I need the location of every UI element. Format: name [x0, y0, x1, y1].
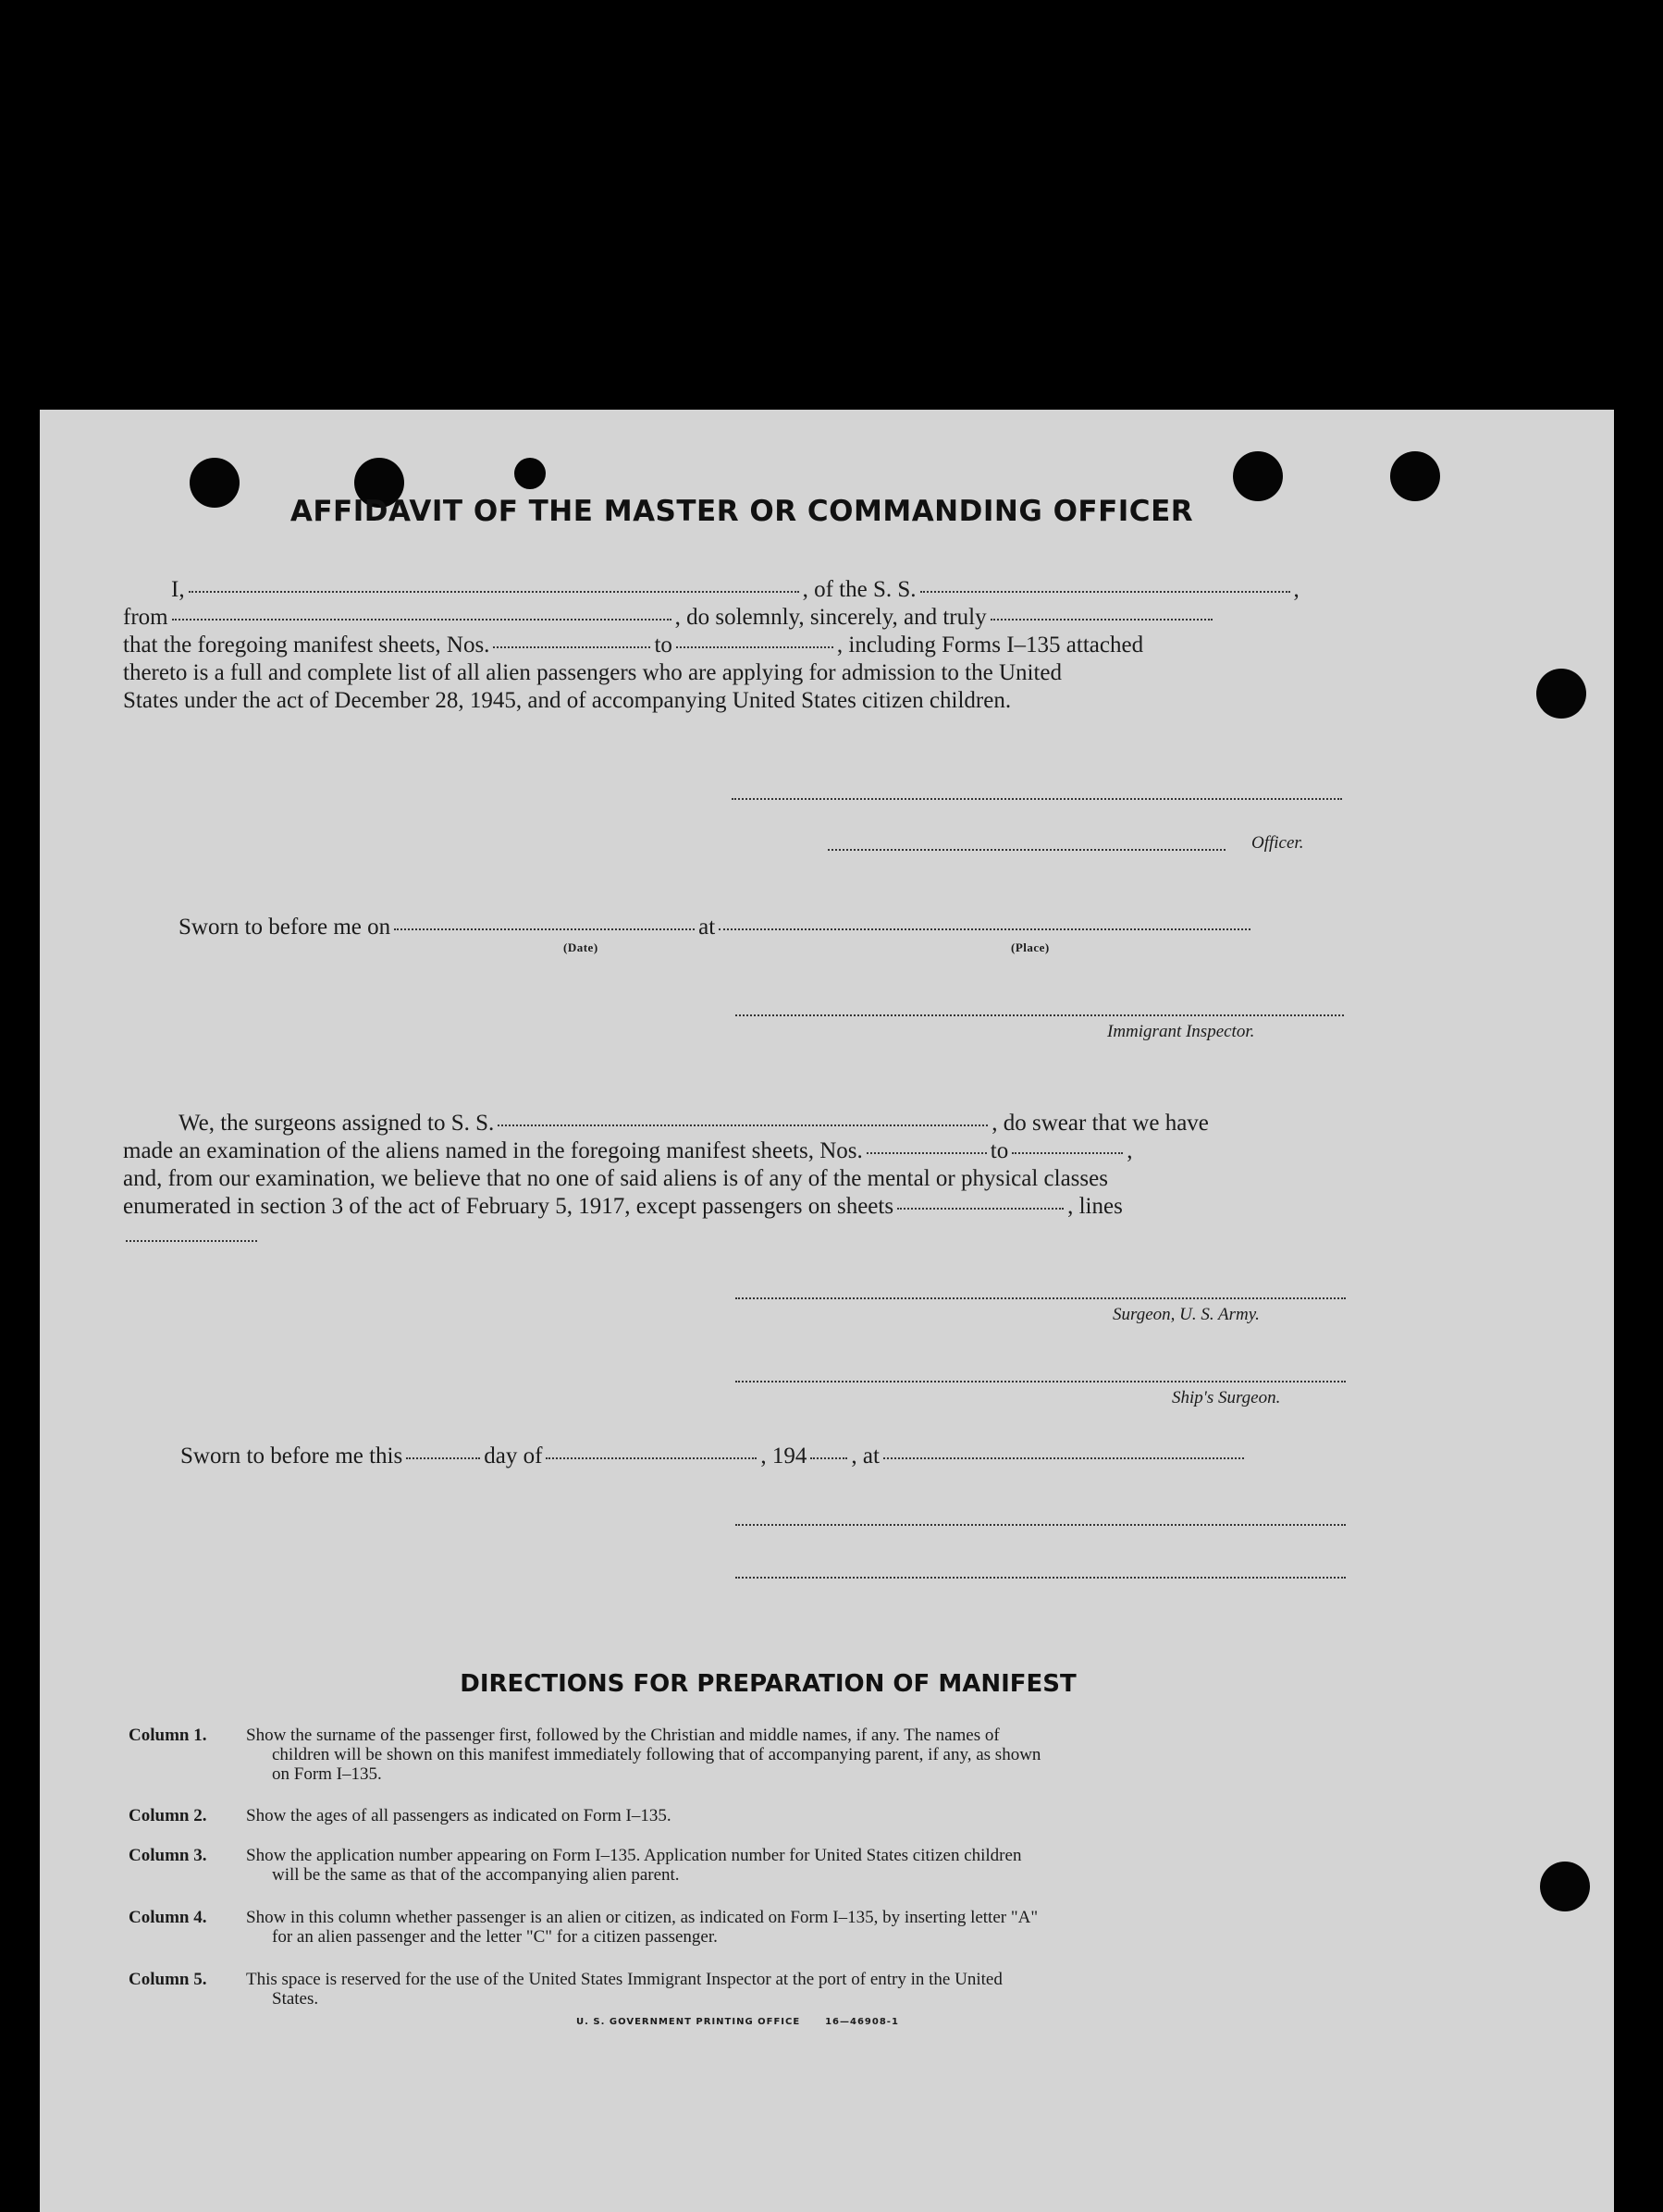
- punch-hole: [514, 458, 546, 489]
- sworn-place-blank[interactable]: [719, 928, 1250, 930]
- master-name-blank[interactable]: [189, 590, 799, 593]
- punch-hole: [1536, 669, 1586, 719]
- column-1-label: Column 1.: [129, 1726, 207, 1745]
- except-sheets-blank[interactable]: [897, 1207, 1064, 1210]
- column-2-label: Column 2.: [129, 1806, 207, 1825]
- sworn-year-blank[interactable]: [810, 1456, 847, 1459]
- column-4-text: Show in this column whether passenger is an alien or citizen, as indicated on Form I–135, by inserting letter "A" for an alien passenger and the letter "C" for a citizen passenger.: [246, 1908, 1039, 1947]
- punch-hole: [1233, 451, 1283, 501]
- date-caption: (Date): [563, 940, 598, 954]
- surgeons-line-2: made an examination of the aliens named in the foregoing manifest sheets, Nos. to ,: [123, 1138, 1133, 1163]
- sworn-before-line: Sworn to before me on at: [179, 914, 1254, 941]
- sheet-to-blank[interactable]: [676, 645, 833, 648]
- surgeons-sheet-from-blank[interactable]: [867, 1151, 987, 1154]
- official-signature-line[interactable]: [735, 1524, 1346, 1526]
- sworn-date-blank[interactable]: [394, 928, 695, 930]
- affidavit-line-2: from , do solemnly, sincerely, and truly: [123, 604, 1216, 632]
- form-sheet: [40, 410, 1614, 2212]
- master-signature-line[interactable]: [732, 798, 1342, 800]
- column-3-label: Column 3.: [129, 1846, 207, 1865]
- column-3-text: Show the application number appearing on Form I–135. Application number for United States citizen children will be the same as that of the accompanying alien parent.: [246, 1846, 1022, 1885]
- affidavit-line-1: I, , of the S. S. ,: [171, 577, 1300, 602]
- column-4-label: Column 4.: [129, 1908, 207, 1927]
- surgeons-sheet-to-blank[interactable]: [1012, 1151, 1123, 1154]
- column-5-text: This space is reserved for the use of the United States Immigrant Inspector at the port of entry in the United States.: [246, 1970, 1003, 2009]
- directions-title: DIRECTIONS FOR PREPARATION OF MANIFEST: [460, 1670, 1077, 1698]
- officer-label: Officer.: [1251, 833, 1304, 853]
- officer-signature-line[interactable]: [828, 849, 1226, 851]
- column-1-text: Show the surname of the passenger first, followed by the Christian and middle names, if any. The names of children will be shown on this manifest immediately following that of accompanying parent, if any, as shown on Form I–135.: [246, 1726, 1041, 1784]
- official-title-line[interactable]: [735, 1577, 1346, 1579]
- from-port-blank[interactable]: [172, 618, 671, 621]
- affidavit-line-4: thereto is a full and complete list of all alien passengers who are applying for admission to the United: [123, 660, 1063, 685]
- surgeons-line-4: enumerated in section 3 of the act of February 5, 1917, except passengers on sheets , lines: [123, 1194, 1123, 1219]
- inspector-signature-line[interactable]: [735, 1014, 1344, 1016]
- sworn-this-day-line: Sworn to before me this day of , 194 , at: [180, 1443, 1248, 1470]
- sworn2-place-blank[interactable]: [883, 1456, 1244, 1459]
- surgeons-ship-blank[interactable]: [498, 1124, 988, 1126]
- affidavit-line-3: that the foregoing manifest sheets, Nos. to , including Forms I–135 attached: [123, 633, 1144, 657]
- affidavit-line-5: States under the act of December 28, 1945, and of accompanying United States citizen children.: [123, 688, 1012, 713]
- surgeons-line-1: We, the surgeons assigned to S. S. , do swear that we have: [179, 1111, 1209, 1136]
- ship-surgeon-signature-line[interactable]: [735, 1381, 1346, 1382]
- affidavit-title: AFFIDAVIT OF THE MASTER OR COMMANDING OFFICER: [289, 495, 1194, 528]
- sworn-month-blank[interactable]: [546, 1456, 757, 1459]
- army-surgeon-label: Surgeon, U. S. Army.: [1113, 1305, 1260, 1324]
- punch-hole: [1540, 1862, 1590, 1911]
- except-lines-blank[interactable]: [126, 1240, 257, 1242]
- surgeons-line-3: and, from our examination, we believe that no one of said aliens is of any of the mental or physical classes: [123, 1166, 1108, 1191]
- inspector-label: Immigrant Inspector.: [1107, 1022, 1255, 1041]
- punch-hole: [1390, 451, 1440, 501]
- army-surgeon-signature-line[interactable]: [735, 1297, 1346, 1299]
- sworn-day-blank[interactable]: [406, 1456, 480, 1459]
- place-caption: (Place): [1011, 940, 1050, 954]
- oath-blank[interactable]: [991, 618, 1213, 621]
- column-2-text: Show the ages of all passengers as indicated on Form I–135.: [246, 1806, 671, 1825]
- ship-name-blank[interactable]: [920, 590, 1290, 593]
- column-5-label: Column 5.: [129, 1970, 207, 1989]
- sheet-from-blank[interactable]: [493, 645, 650, 648]
- ship-surgeon-label: Ship's Surgeon.: [1172, 1388, 1281, 1407]
- printer-imprint: U. S. GOVERNMENT PRINTING OFFICE 16—46908-1: [576, 2017, 899, 2027]
